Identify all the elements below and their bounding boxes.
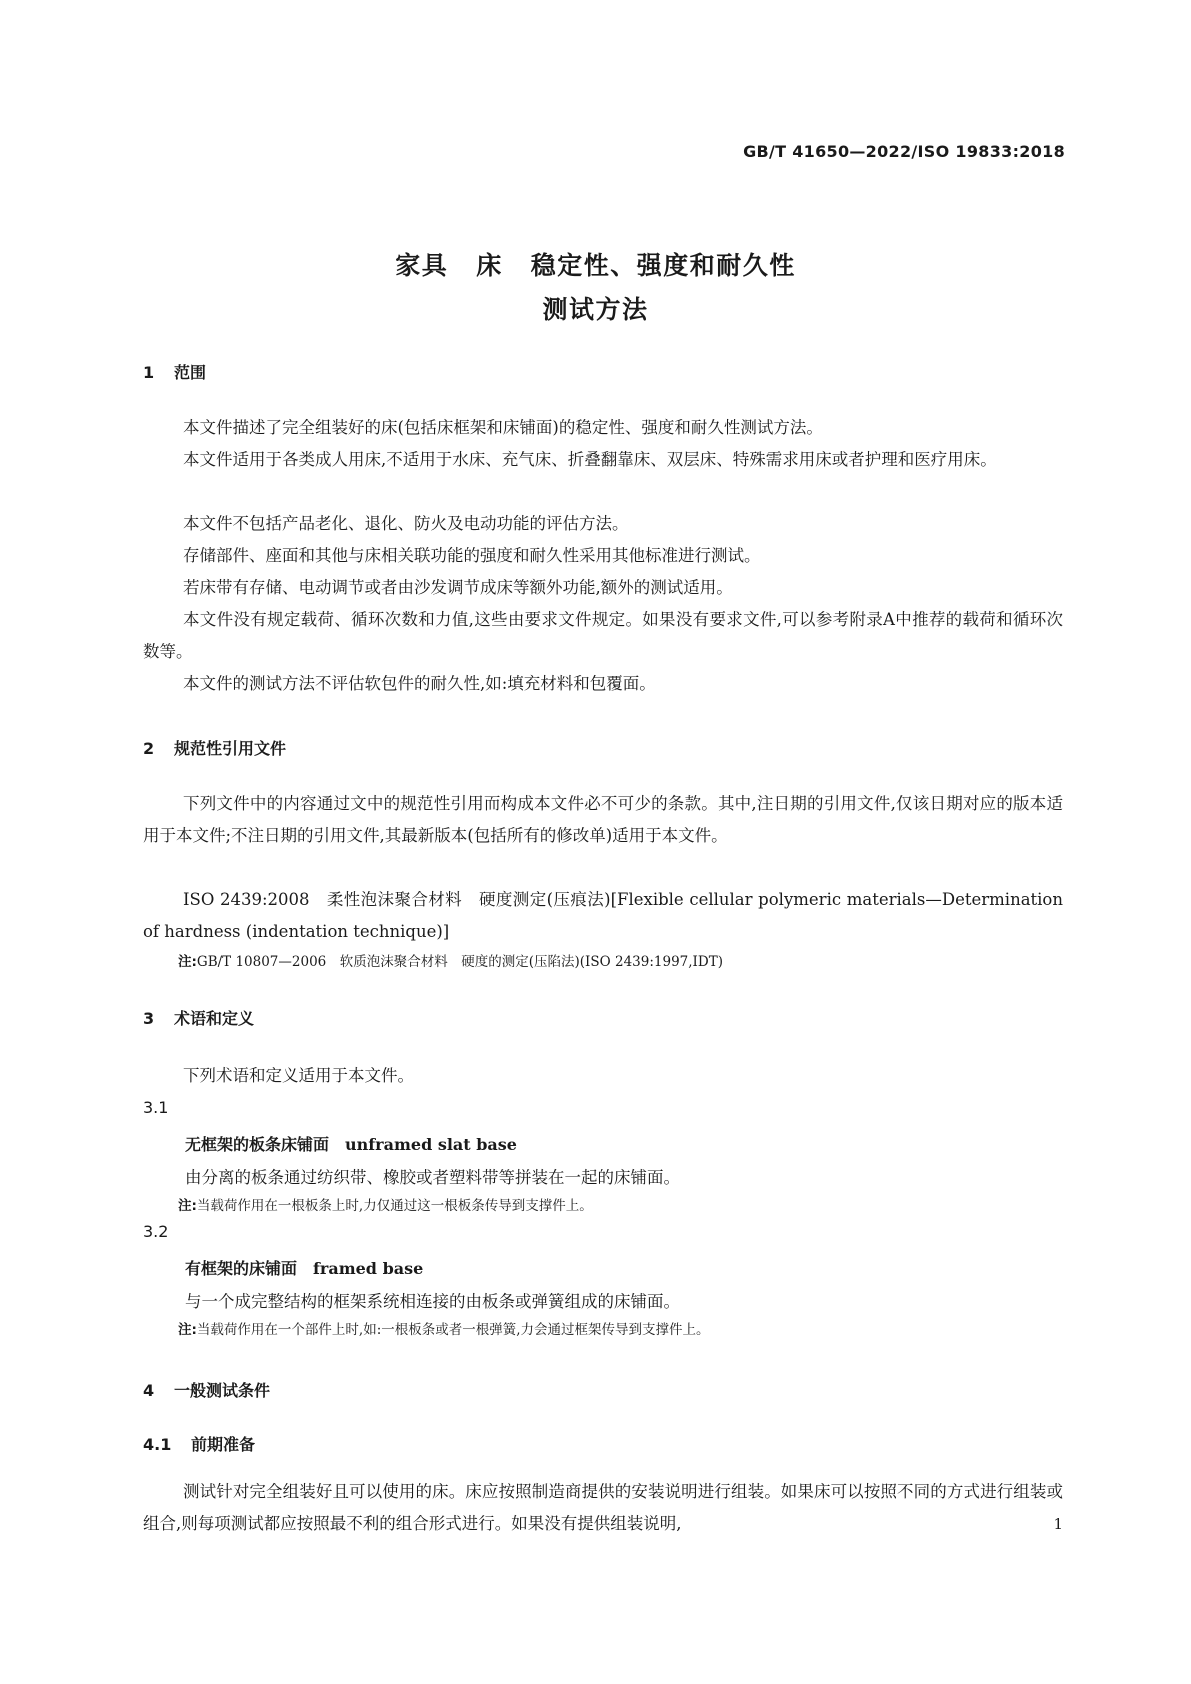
page-number: 1	[1053, 1515, 1063, 1533]
section-2-paragraph: 下列文件中的内容通过文中的规范性引用而构成本文件必不可少的条款。其中,注日期的引用文件,仅该日期对应的版本适用于本文件;不注日期的引用文件,其最新版本(包括所有的修改单)适用于本文件。	[143, 794, 1063, 845]
term-name: 无框架的板条床铺面 unframed slat base	[185, 1135, 517, 1154]
normative-reference: ISO 2439:2008 柔性泡沫聚合材料 硬度测定(压痕法)[Flexible cellular polymeric materials—Determination of hardness (indentation technique)]	[143, 890, 1063, 941]
term-number: 3.2	[143, 1222, 169, 1241]
section-2-note: 注:GB/T 10807—2006 软质泡沫聚合材料 硬度的测定(压陷法)(ISO 2439:1997,IDT)	[178, 954, 723, 970]
title-line-1: 家具 床 稳定性、强度和耐久性	[395, 251, 796, 280]
term-name: 有框架的床铺面 framed base	[185, 1259, 424, 1278]
section-1-paragraph: 若床带有存储、电动调节或者由沙发调节成床等额外功能,额外的测试适用。	[183, 578, 733, 597]
section-1-paragraph: 本文件的测试方法不评估软包件的耐久性,如:填充材料和包覆面。	[183, 674, 656, 693]
section-4-1-paragraph: 测试针对完全组装好且可以使用的床。床应按照制造商提供的安装说明进行组装。如果床可以按照不同的方式进行组装或组合,则每项测试都应按照最不利的组合形式进行。如果没有提供组装说明,	[143, 1482, 1063, 1533]
section-1-paragraph: 本文件没有规定载荷、循环次数和力值,这些由要求文件规定。如果没有要求文件,可以参考附录A中推荐的载荷和循环次数等。	[143, 610, 1063, 661]
section-1-paragraph: 存储部件、座面和其他与床相关联功能的强度和耐久性采用其他标准进行测试。	[183, 546, 761, 565]
term-number: 3.1	[143, 1098, 169, 1117]
section-3-intro: 下列术语和定义适用于本文件。	[183, 1066, 414, 1085]
section-1-paragraph: 本文件描述了完全组装好的床(包括床框架和床铺面)的稳定性、强度和耐久性测试方法。	[183, 418, 823, 437]
title-line-2: 测试方法	[542, 295, 649, 324]
term-note: 注:当载荷作用在一个部件上时,如:一根板条或者一根弹簧,力会通过框架传导到支撑件上。	[178, 1322, 710, 1338]
standard-number: GB/T 41650—2022/ISO 19833:2018	[743, 142, 1065, 161]
section-3-heading: 3 术语和定义	[143, 1009, 255, 1028]
section-1-paragraph: 本文件适用于各类成人用床,不适用于水床、充气床、折叠翻靠床、双层床、特殊需求用床或者护理和医疗用床。	[183, 450, 997, 469]
term-definition: 由分离的板条通过纺织带、橡胶或者塑料带等拼装在一起的床铺面。	[185, 1168, 680, 1187]
section-4-1-heading: 4.1 前期准备	[143, 1435, 256, 1454]
document-title	[0, 244, 1191, 332]
term-note: 注:当载荷作用在一根板条上时,力仅通过这一根板条传导到支撑件上。	[178, 1198, 593, 1214]
section-1-heading: 1 范围	[143, 363, 207, 382]
section-1-paragraph: 本文件不包括产品老化、退化、防火及电动功能的评估方法。	[183, 514, 629, 533]
term-definition: 与一个成完整结构的框架系统相连接的由板条或弹簧组成的床铺面。	[185, 1292, 680, 1311]
section-4-heading: 4 一般测试条件	[143, 1381, 271, 1400]
section-2-heading: 2 规范性引用文件	[143, 739, 287, 758]
